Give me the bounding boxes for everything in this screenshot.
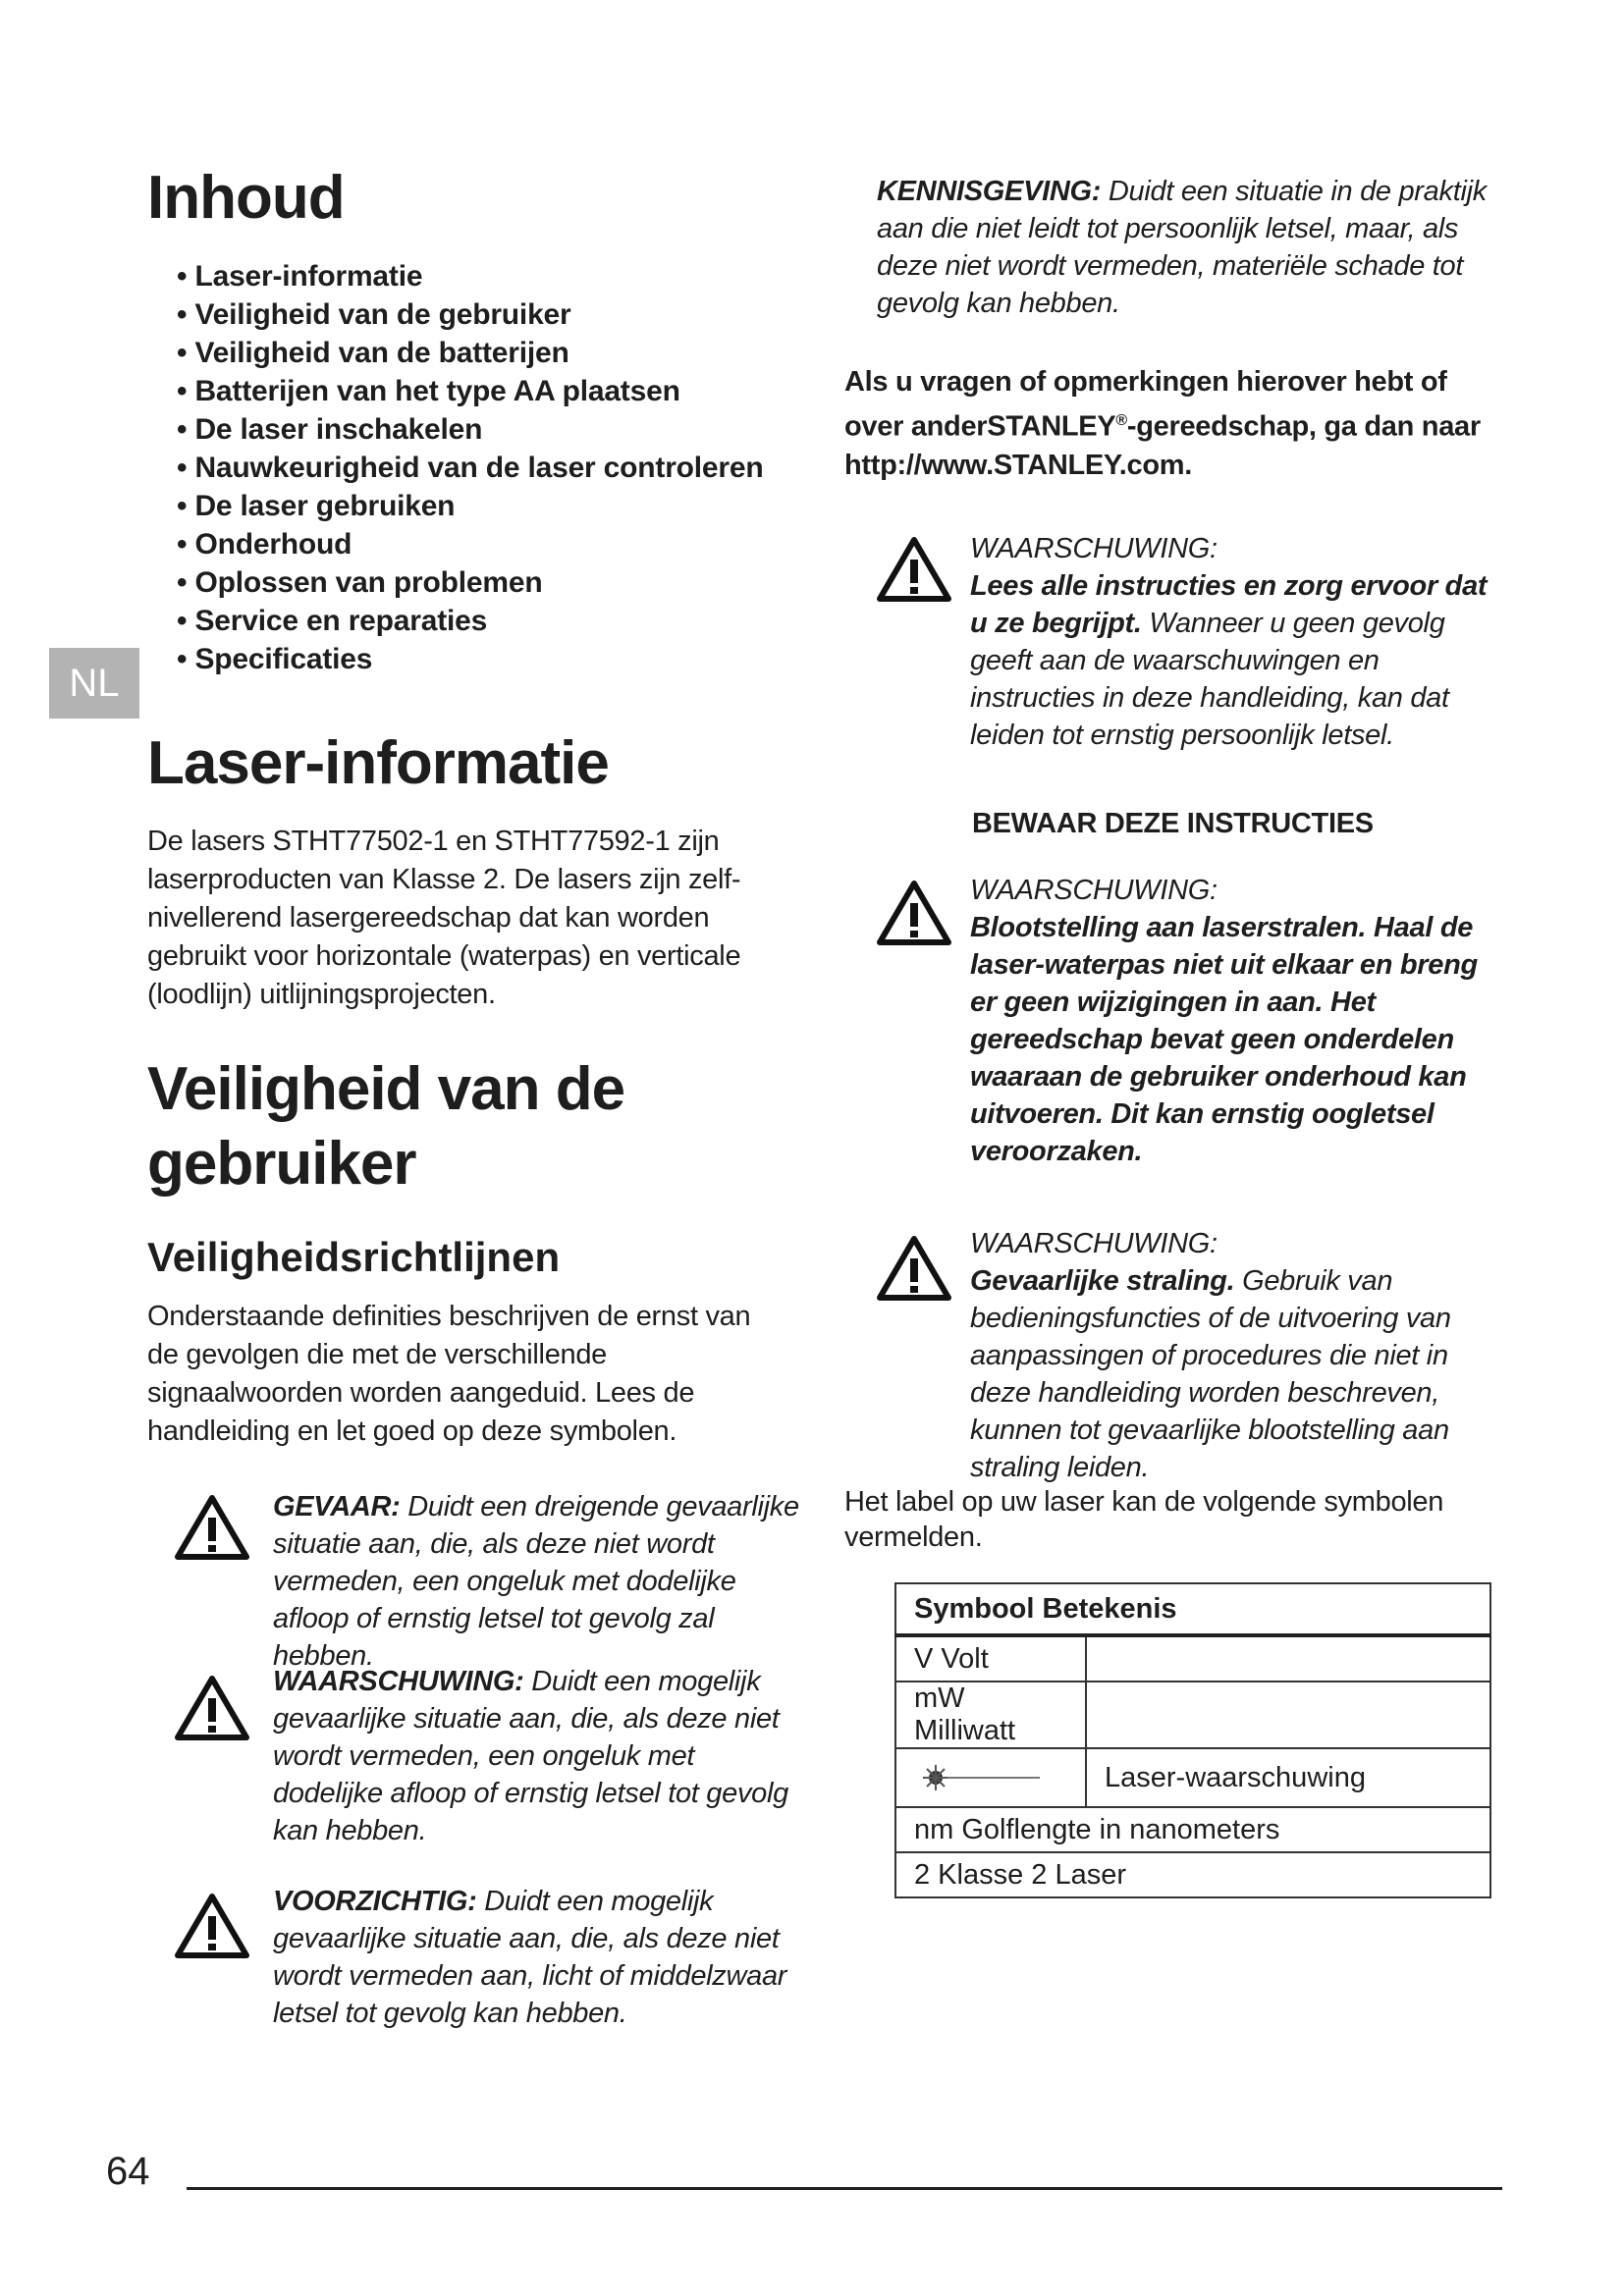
- warning-radiation-bold: Gevaarlijke straling.: [970, 1265, 1235, 1297]
- warning-instructions-label: WAARSCHUWING:: [970, 533, 1218, 564]
- table-cell: [895, 1748, 1086, 1807]
- toc-item[interactable]: • De laser inschakelen: [177, 410, 805, 449]
- warning-radiation-description: Gebruik van bedieningsfuncties of de uitvoering van aanpassingen of procedures die niet in deze handleiding worden beschreven, kunnen tot gevaarlijke blootstelling aan straling leiden.: [970, 1265, 1451, 1483]
- safety-guidelines-title: Veiligheidsrichtlijnen: [147, 1234, 561, 1280]
- table-cell: [1086, 1682, 1490, 1748]
- table-row: [895, 1807, 1490, 1852]
- toc-item[interactable]: • De laser gebruiken: [177, 487, 805, 525]
- toc-item[interactable]: • Onderhoud: [177, 525, 805, 563]
- laser-info-body: De lasers STHT77502-1 en STHT77592-1 zijn laserproducten van Klasse 2. De lasers zijn zelf-nivellerend lasergereedschap dat kan worden gebruikt voor horizontale (waterpas) en verticale (loodlijn) uitlijningsprojecten.: [147, 826, 741, 1010]
- warning-description: Duidt een mogelijk gevaarlijke situatie aan, die, als deze niet wordt vermeden, een ongeluk met dodelijke afloop of ernstig letsel tot gevolg kan hebben.: [273, 1666, 788, 1846]
- warning-triangle-icon: [877, 536, 951, 603]
- table-cell: nm Golflengte in nanometers: [895, 1807, 1490, 1852]
- laser-info-title: Laser-informatie: [147, 729, 609, 797]
- caution-label: VOORZICHTIG:: [273, 1886, 477, 1917]
- table-cell: V Volt: [895, 1635, 1086, 1682]
- table-header: Symbool Betekenis: [895, 1583, 1490, 1635]
- contact-part2: -gereedschap, ga dan naar http://www.STANLEY.com.: [844, 410, 1481, 481]
- toc-item[interactable]: • Nauwkeurigheid van de laser controleren: [177, 449, 805, 487]
- table-row: [895, 1635, 1490, 1682]
- warning-laser-label: WAARSCHUWING:: [970, 875, 1218, 906]
- symbol-table: [894, 1582, 1491, 1898]
- danger-text: [273, 1488, 803, 1675]
- user-safety-title-line1: Veiligheid van de: [147, 1055, 625, 1123]
- warning-laser-bold: Blootstelling aan laserstralen. Haal de laser-waterpas niet uit elkaar en breng er geen wijzigingen in aan. Het gereedschap bevat geen onderdelen waaraan de gebruiker onderhoud kan uitvoeren. Dit kan ernstig oogletsel veroorzaken.: [970, 912, 1478, 1167]
- warning-instructions-bold: Lees alle instructies en zorg ervoor dat u ze begrijpt.: [970, 570, 1488, 639]
- toc-item[interactable]: • Veiligheid van de batterijen: [177, 334, 805, 372]
- table-row: [895, 1852, 1490, 1897]
- toc-list: [177, 257, 805, 678]
- laser-beam-icon: [914, 1763, 1042, 1792]
- notice-text: [877, 173, 1495, 322]
- toc-item[interactable]: • Service en reparaties: [177, 602, 805, 640]
- page-number: 64: [106, 2150, 150, 2193]
- danger-description: Duidt een dreigende gevaarlijke situatie aan, die, als deze niet wordt vermeden, een ongeluk met dodelijke afloop of ernstig letsel tot gevolg zal hebben.: [273, 1491, 799, 1672]
- toc-item[interactable]: • Laser-informatie: [177, 257, 805, 295]
- contact-text: [844, 363, 1492, 485]
- warning-radiation-label: WAARSCHUWING:: [970, 1228, 1218, 1259]
- label-intro: Het label op uw laser kan de volgende symbolen vermelden.: [844, 1486, 1444, 1553]
- language-tab: NL: [49, 648, 139, 719]
- warning-triangle-icon: [175, 1893, 249, 1959]
- user-safety-title-line2: gebruiker: [147, 1130, 416, 1198]
- warning-block-instructions: [877, 530, 1505, 754]
- warning-laser-text: [970, 872, 1505, 1170]
- warning-block: [175, 1663, 803, 1849]
- notice-description: Duidt een situatie in de praktijk aan die niet leidt tot persoonlijk letsel, maar, als deze niet wordt vermeden, materiële schade tot gevolg kan hebben.: [877, 176, 1487, 319]
- warning-triangle-icon: [175, 1675, 249, 1741]
- warning-triangle-icon: [877, 1235, 951, 1302]
- table-cell: 2 Klasse 2 Laser: [895, 1852, 1490, 1897]
- contact-part1: Als u vragen of opmerkingen hierover hebt of over ander: [844, 366, 1447, 443]
- caution-text: [273, 1883, 803, 2032]
- caution-block: [175, 1883, 803, 2032]
- table-cell: Laser-waarschuwing: [1086, 1748, 1490, 1807]
- warning-text: [273, 1663, 803, 1849]
- danger-label: GEVAAR:: [273, 1491, 401, 1522]
- warning-triangle-icon: [877, 880, 951, 946]
- footer-rule: [187, 2187, 1502, 2190]
- toc-item[interactable]: • Veiligheid van de gebruiker: [177, 295, 805, 334]
- warning-label: WAARSCHUWING:: [273, 1666, 524, 1697]
- table-cell: [1086, 1635, 1490, 1682]
- registered-mark: ®: [1115, 412, 1127, 429]
- danger-block: [175, 1488, 803, 1675]
- table-header-row: [895, 1583, 1490, 1635]
- toc-title: Inhoud: [147, 164, 345, 232]
- toc-item[interactable]: • Specificaties: [177, 640, 805, 678]
- warning-triangle-icon: [175, 1494, 249, 1561]
- warning-block-laser: [877, 872, 1505, 1170]
- notice-label: KENNISGEVING:: [877, 176, 1102, 207]
- warning-instructions-description: Wanneer u geen gevolg geeft aan de waarschuwingen en instructies in deze handleiding, kan dat leiden tot ernstig persoonlijk letsel.: [970, 608, 1449, 751]
- toc-item[interactable]: • Batterijen van het type AA plaatsen: [177, 372, 805, 410]
- save-instructions: BEWAAR DEZE INSTRUCTIES: [972, 808, 1374, 839]
- warning-block-radiation: [877, 1225, 1505, 1486]
- table-cell: mW Milliwatt: [895, 1682, 1086, 1748]
- warning-instructions-text: [970, 530, 1505, 754]
- safety-guidelines-body: Onderstaande definities beschrijven de ernst van de gevolgen die met de verschillende signaalwoorden worden aangeduid. Lees de handleiding en let goed op deze symbolen.: [147, 1301, 751, 1447]
- table-row: [895, 1748, 1490, 1807]
- toc-item[interactable]: • Oplossen van problemen: [177, 563, 805, 602]
- warning-radiation-text: [970, 1225, 1505, 1486]
- user-safety-title: [147, 1052, 624, 1201]
- brand-name: STANLEY: [987, 410, 1116, 443]
- caution-description: Duidt een mogelijk gevaarlijke situatie aan, die, als deze niet wordt vermeden aan, licht of middelzwaar letsel tot gevolg kan hebben.: [273, 1886, 787, 2029]
- table-row: [895, 1682, 1490, 1748]
